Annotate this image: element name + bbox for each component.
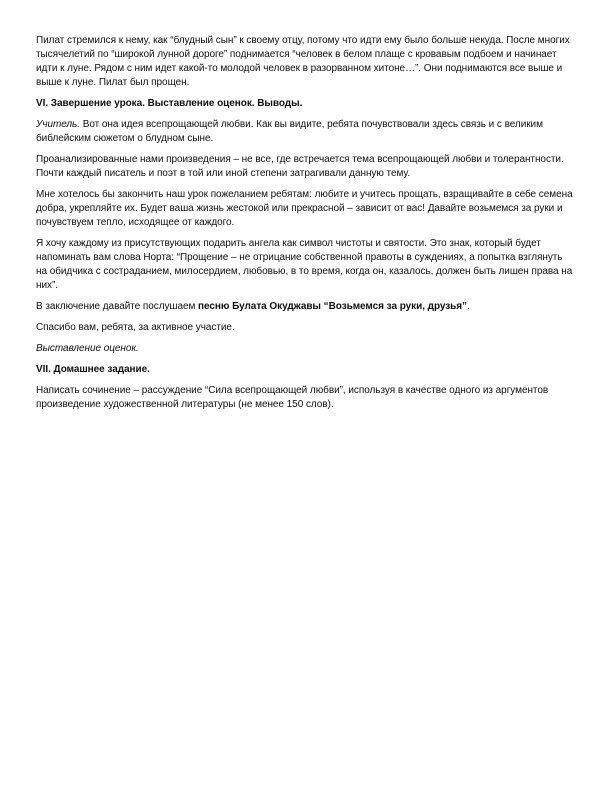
paragraph-closing-wish: Мне хотелось бы закончить наш урок пожеланием ребятам: любите и учитесь прощать, взращивайте в себе семена добра, укрепляйте их. Будет ваша жизнь жестокой или прекрасной – зависит от вас! Давайте возьмемся за руки и почувствуем тепло, исходящее от каждого. (36, 189, 573, 228)
section-heading-conclusion: VI. Завершение урока. Выставление оценок. Выводы. (36, 98, 303, 109)
song-title: песню Булата Окуджавы “Возьмемся за руки, друзья” (198, 301, 468, 312)
teacher-remark-text: Вот она идея всепрощающей любви. Как вы видите, ребята почувствовали здесь связь и с великим библейским сюжетом о блудном сыне. (36, 119, 543, 144)
paragraph-thanks: Спасибо вам, ребята, за активное участие. (36, 322, 235, 333)
paragraph-grading: Выставление оценок. (36, 343, 139, 354)
song-intro-text: В заключение давайте послушаем (36, 301, 199, 312)
song-suffix: . (467, 301, 470, 312)
paragraph-analyzed-works: Проанализированные нами произведения – не все, где встречается тема всепрощающей любви и толерантности. Почти каждый писатель и поэт в той или иной степени затрагивали данную тему. (36, 154, 564, 179)
paragraph-angel-gift: Я хочу каждому из присутствующих подарить ангела как символ чистоты и святости. Это знак, который будет напоминать вам слова Норта: “Прощение – не отрицание собственной правоты в суждениях, а попытка взглянуть на обидчика с состраданием, милосердием, любовью, в то время, когда он, казалось, должен быть лишен права на них”. (36, 238, 573, 291)
document-body (36, 34, 576, 419)
section-heading-homework: VII. Домашнее задание. (36, 364, 150, 375)
paragraph-song (36, 300, 576, 314)
speaker-label-teacher: Учитель. (36, 119, 80, 130)
paragraph-teacher-remark (36, 118, 576, 146)
paragraph-pilate-forgiven: Пилат стремился к нему, как “блудный сын” к своему отцу, потому что идти ему было больше некуда. После многих тысячелетий по “широкой лунной дороге” поднимается “человек в белом плаще с кровавым подбоем и начинает идти к луне. Рядом с ним идет какой-то молодой человек в разорванном хитоне…”. Они поднимаются все выше и выше к луне. Пилат был прощен. (36, 35, 570, 88)
paragraph-homework-task: Написать сочинение – рассуждение “Сила всепрощающей любви”, используя в качестве одного из аргументов произведение художественной литературы (не менее 150 слов). (36, 385, 549, 410)
